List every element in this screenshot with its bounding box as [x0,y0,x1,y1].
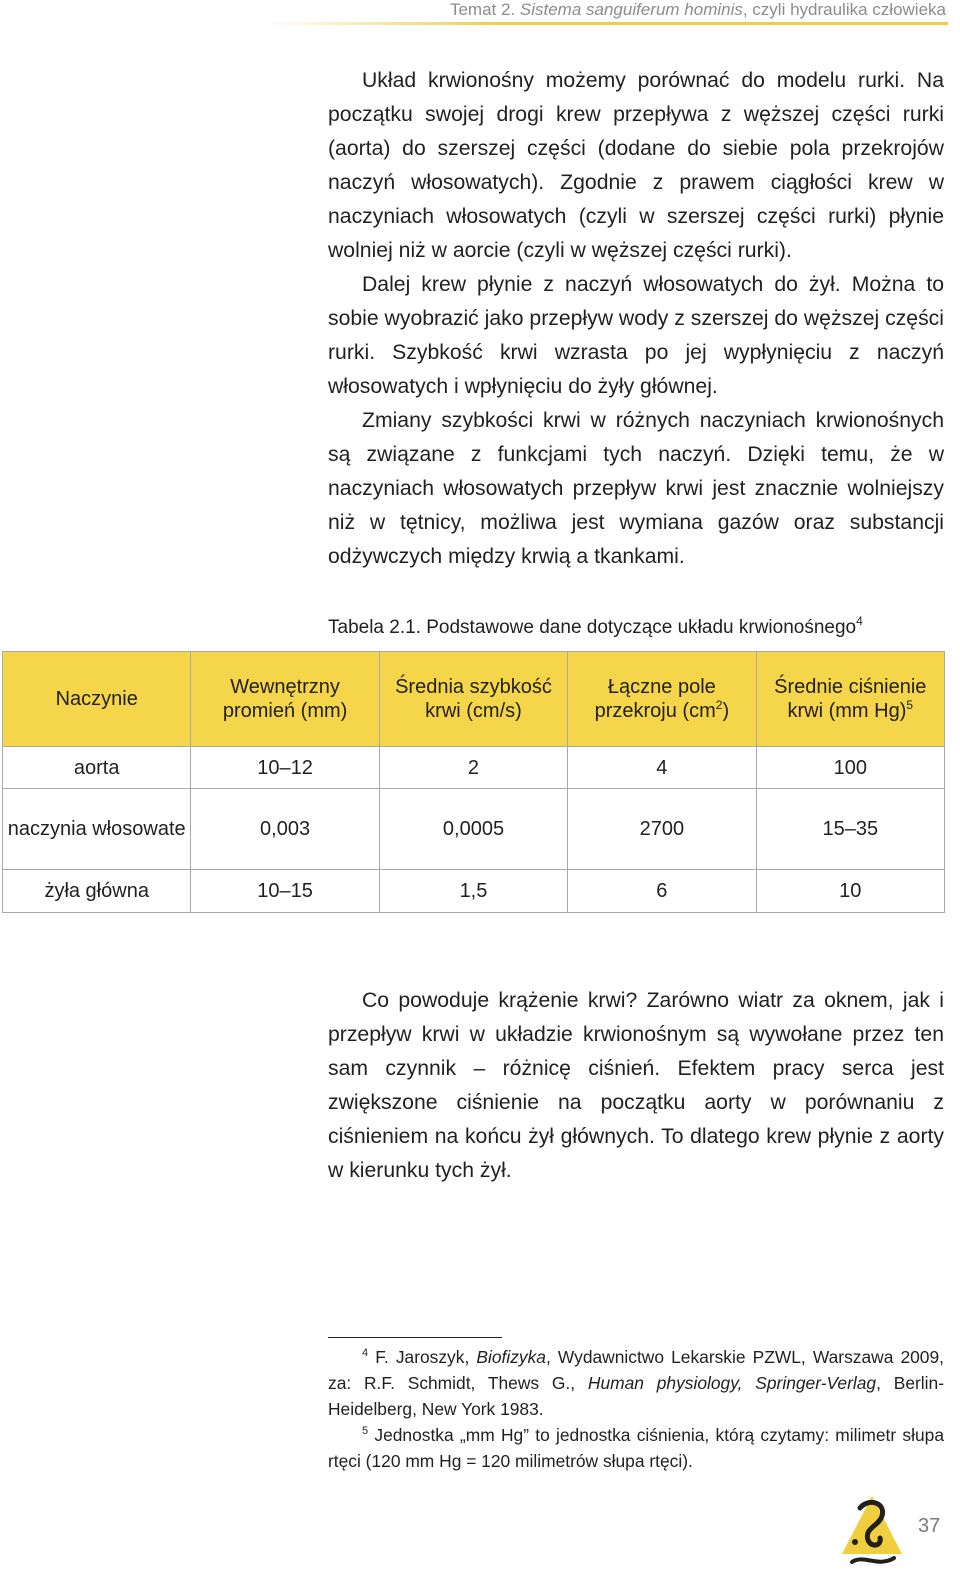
footnote-5 [328,1422,944,1474]
cell-radius: 10–15 [191,870,379,913]
footnote-separator [328,1337,502,1338]
header-prefix: Temat 2. [449,0,520,19]
page-number: 37 [918,1515,941,1537]
footnote-4-author: F. Jaroszyk, [368,1347,477,1367]
footnote-4-number: 4 [362,1347,369,1359]
publisher-logo-icon [838,1492,906,1572]
cell-pressure: 100 [756,747,944,789]
cell-speed: 2 [379,747,567,789]
header-cross-section-close: ) [722,700,730,722]
header-radius: Wewnętrzny promień (mm) [191,652,379,747]
cell-vessel: żyła główna [3,870,191,913]
table-header-row [3,652,945,747]
header-latin-title: Sistema sanguiferum hominis [519,0,743,19]
header-vessel: Naczynie [3,652,191,747]
table-row-vena-cava [3,870,945,913]
footnote-5-text: Jednostka „mm Hg” to jednostka ciśnienia, którą czytamy: milimetr słupa rtęci (120 mm Hg = 120 milimetrów słupa rtęci). [328,1425,944,1471]
footnote-4-publisher: , Wydawnictwo Lekarskie PZWL, Warszawa 2009, za: R.F. Schmidt, Thews G., [328,1347,944,1393]
body-section-2 [328,984,944,1188]
cell-speed: 0,0005 [379,789,567,870]
cell-radius: 0,003 [191,789,379,870]
header-cross-section-text: Łączne pole przekroju (cm [594,676,716,722]
table-caption-footnote-ref: 4 [856,614,863,628]
cell-cross-section: 4 [568,747,756,789]
header-pressure [756,652,944,747]
footnote-5-number: 5 [362,1425,369,1437]
header-cross-section [568,652,756,747]
paragraph-4: Co powoduje krążenie krwi? Zarówno wiatr za oknem, jak i przepływ krwi w układzie krwionośnym są wywołane przez ten sam czynnik – różnicę ciśnień. Efektem pracy serca jest zwiększone ciśnienie na początku aorty w porównaniu z ciśnieniem na końcu żył głównych. To dlatego krew płynie z aorty w kierunku tych żył. [328,989,944,1182]
cell-speed: 1,5 [379,870,567,913]
footnote-4-title: Biofizyka [476,1347,546,1367]
header-cross-section-exponent: 2 [715,698,723,712]
cell-vessel: aorta [3,747,191,789]
table-caption-text: Tabela 2.1. Podstawowe dane dotyczące układu krwionośnego [328,617,857,638]
header-suffix: , czyli hydraulika człowieka [742,0,946,19]
header-rule [262,22,948,25]
running-header [450,0,946,20]
body-section-1 [328,64,944,574]
table-row-aorta [3,747,945,789]
cell-cross-section: 6 [568,870,756,913]
paragraph-2: Dalej krew płynie z naczyń włosowatych do żył. Można to sobie wyobrazić jako przepływ wody z szerszej do węższej części rurki. Szybkość krwi wzrasta po jej wypłynięciu z naczyń włosowatych i wpłynięciu do żyły głównej. [328,273,944,398]
header-speed: Średnia szybkość krwi (cm/s) [379,652,567,747]
cell-pressure: 15–35 [756,789,944,870]
table-row-capillaries [3,789,945,870]
footnote-4-source-title: Human physiology, Springer-Verlag [587,1373,877,1393]
footnotes [328,1344,944,1474]
footnote-4-place: , Berlin-Heidelberg, New York 1983. [328,1373,944,1419]
cell-radius: 10–12 [191,747,379,789]
cell-cross-section: 2700 [568,789,756,870]
header-pressure-footnote-ref: 5 [906,698,914,712]
cell-vessel: naczynia włosowate [3,789,191,870]
vessel-data-table [2,651,945,913]
paragraph-1: Układ krwionośny możemy porównać do modelu rurki. Na początku swojej drogi krew przepływa z węższej części rurki (aorta) do szerszej części (dodane do siebie pola przekrojów naczyń włosowatych). Zgodnie z prawem ciągłości krew w naczyniach włosowatych (czyli w szerszej części rurki) płynie wolniej niż w aorcie (czyli w węższej części rurki). [328,69,944,262]
header-pressure-text: Średnie ciśnienie krwi (mm Hg) [774,676,927,722]
paragraph-3: Zmiany szybkości krwi w różnych naczyniach krwionośnych są związane z funkcjami tych naczyń. Dzięki temu, że w naczyniach włosowatych przepływ krwi jest znacznie wolniejszy niż w tętnicy, możliwa jest wymiana gazów oraz substancji odżywczych między krwią a tkankami. [328,409,944,568]
cell-pressure: 10 [756,870,944,913]
footnote-4 [328,1344,944,1422]
table-caption [328,614,863,639]
